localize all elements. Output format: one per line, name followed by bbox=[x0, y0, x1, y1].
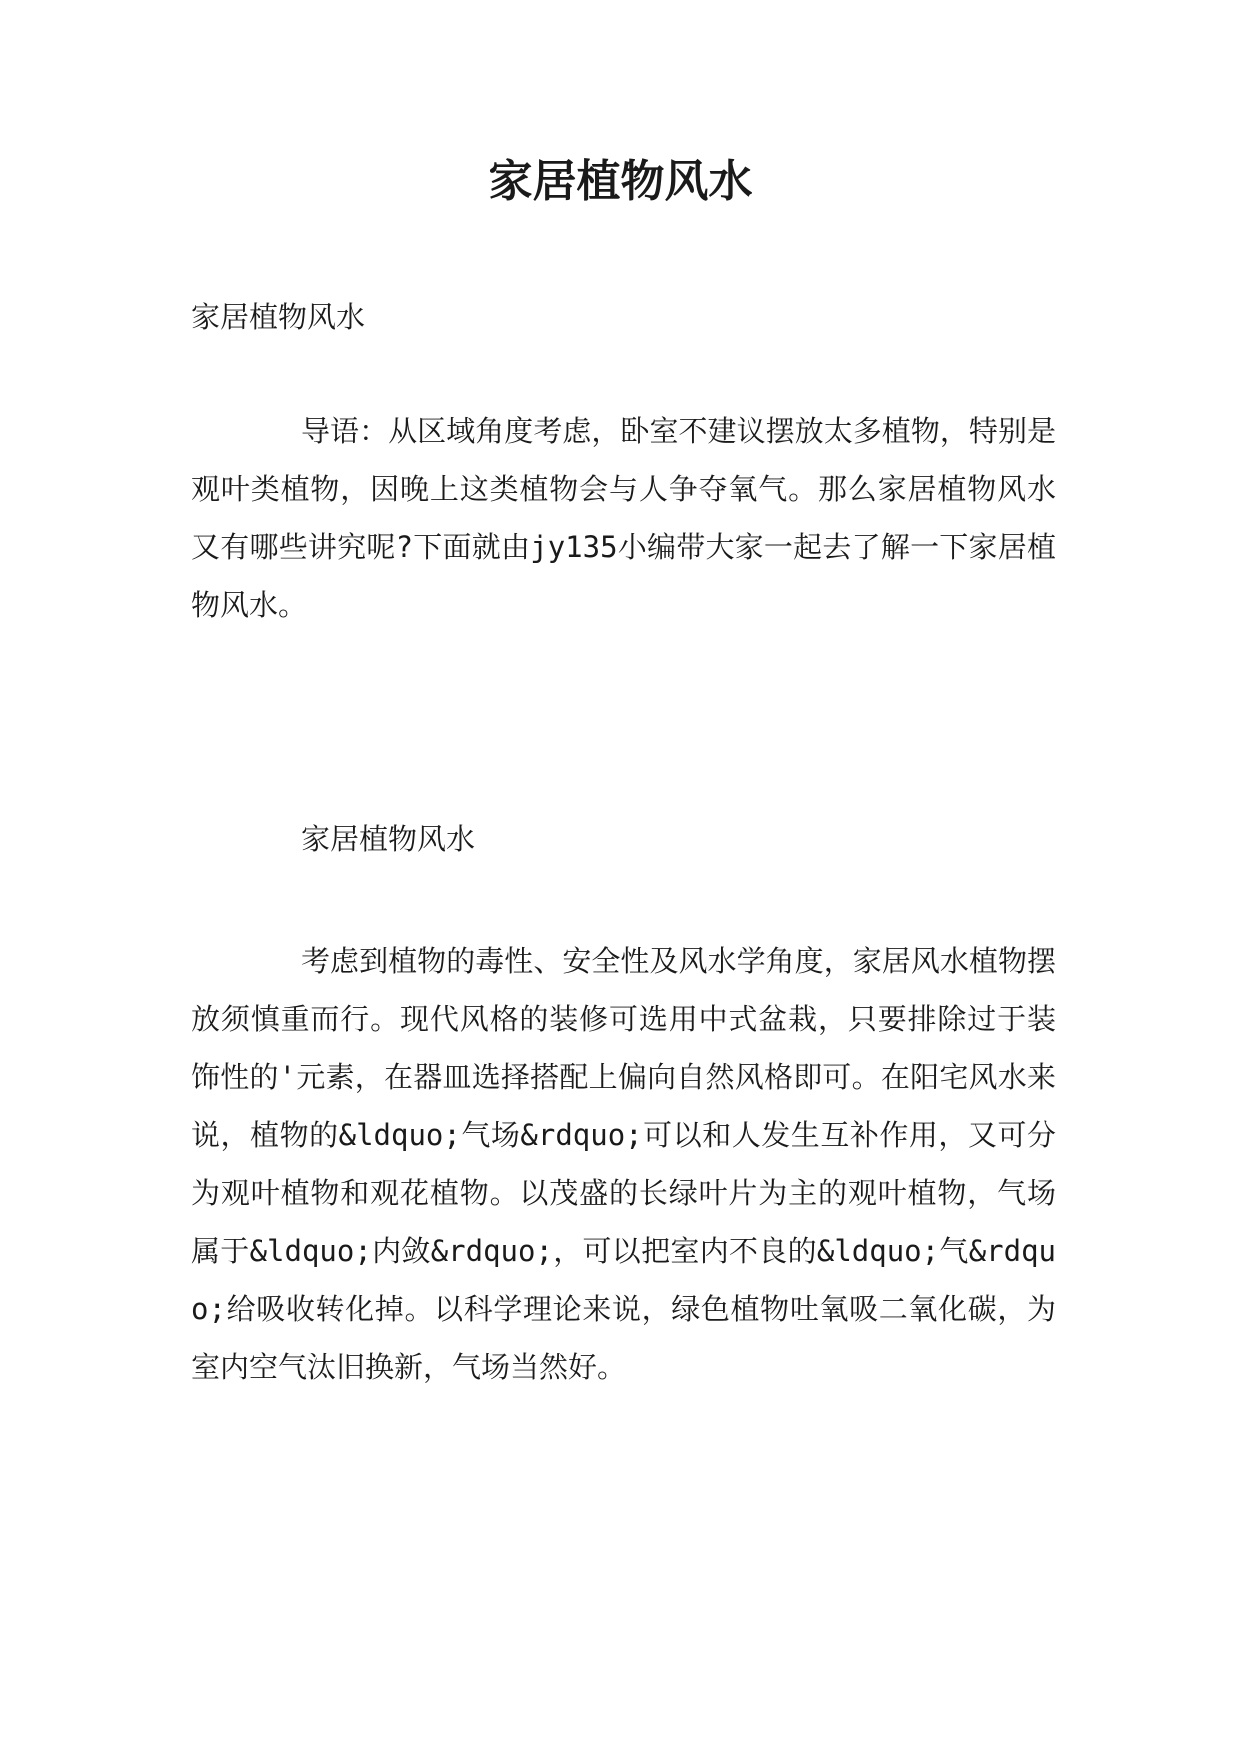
document-title: 家居植物风水 bbox=[488, 156, 753, 207]
section-heading: 家居植物风水 bbox=[301, 822, 476, 856]
body-paragraph: 考虑到植物的毒性、安全性及风水学角度，家居风水植物摆放须慎重而行。现代风格的装修可选用中式盆栽，只要排除过于装饰性的'元素，在器皿选择搭配上偏向自然风格即可。在阳宅风水来说，植物的&ldquo;气场&rdquo;可以和人发生互补作用，又可分为观叶植物和观花植物。以茂盛的长绿叶片为主的观叶植物，气场属于&ldquo;内敛&rdquo;，可以把室内不良的&ldquo;气&rdquo;给吸收转化掉。以科学理论来说，绿色植物吐氧吸二氧化碳，为室内空气汰旧换新，气场当然好。 bbox=[191, 944, 1056, 1384]
intro-paragraph: 导语：从区域角度考虑，卧室不建议摆放太多植物，特别是观叶类植物，因晚上这类植物会与人争夺氧气。那么家居植物风水又有哪些讲究呢?下面就由jy135小编带大家一起去了解一下家居植物风水。 bbox=[191, 414, 1056, 622]
document-subtitle: 家居植物风水 bbox=[191, 300, 366, 334]
